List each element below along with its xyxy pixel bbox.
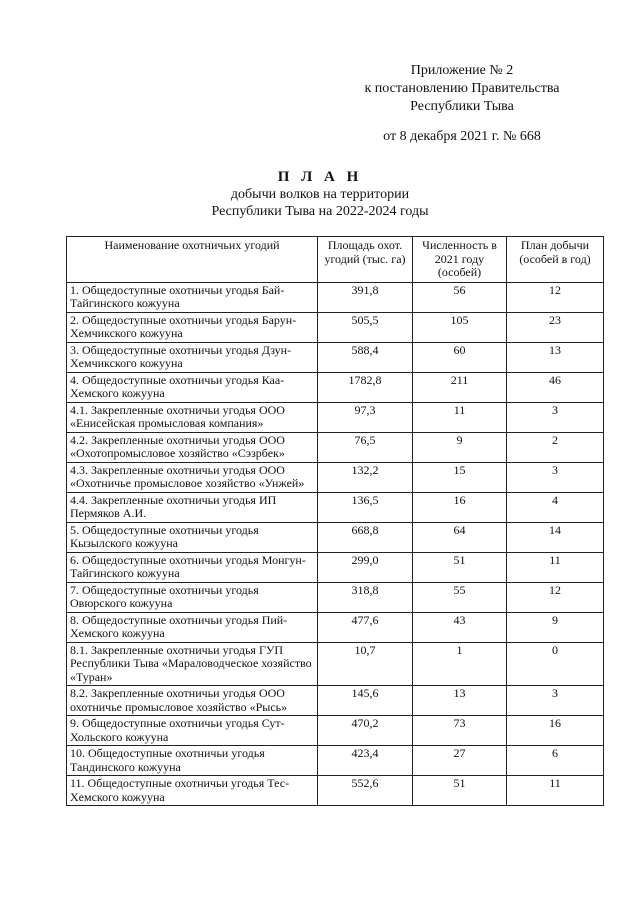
appendix-date: от 8 декабря 2021 г. № 668 — [383, 129, 541, 144]
row-name-cell: 4.1. Закрепленные охотничьи угодья ООО «Енисейская промысловая компания» — [67, 402, 318, 432]
row-plan-cell: 13 — [507, 342, 604, 372]
row-count-cell: 43 — [413, 612, 507, 642]
row-area-cell: 470,2 — [318, 716, 413, 746]
row-area-cell: 668,8 — [318, 522, 413, 552]
row-name-cell: 4. Общедоступные охотничьи угодья Каа-Хемского кожууна — [67, 372, 318, 402]
row-name-cell: 3. Общедоступные охотничьи угодья Дзун-Хемчикского кожууна — [67, 342, 318, 372]
row-area-cell: 505,5 — [318, 312, 413, 342]
row-count-cell: 211 — [413, 372, 507, 402]
row-area-cell: 318,8 — [318, 582, 413, 612]
row-plan-cell: 6 — [507, 746, 604, 776]
row-name-cell: 8.2. Закрепленные охотничьи угодья ООО охотничье промысловое хозяйство «Рысь» — [67, 686, 318, 716]
table-row — [67, 402, 604, 432]
row-plan-cell: 3 — [507, 462, 604, 492]
table-row — [67, 492, 604, 522]
row-area-cell: 145,6 — [318, 686, 413, 716]
table-row — [67, 746, 604, 776]
row-name-cell: 1. Общедоступные охотничьи угодья Бай-Тайгинского кожууна — [67, 282, 318, 312]
row-count-cell: 64 — [413, 522, 507, 552]
table-header-row — [67, 237, 604, 283]
row-plan-cell: 9 — [507, 612, 604, 642]
table-row — [67, 432, 604, 462]
row-name-cell: 2. Общедоступные охотничьи угодья Барун-Хемчикского кожууна — [67, 312, 318, 342]
table-row — [67, 582, 604, 612]
table-row — [67, 462, 604, 492]
appendix-title: Приложение № 2 — [410, 63, 514, 78]
row-area-cell: 10,7 — [318, 642, 413, 686]
row-plan-cell: 4 — [507, 492, 604, 522]
row-plan-cell: 23 — [507, 312, 604, 342]
row-plan-cell: 16 — [507, 716, 604, 746]
row-name-cell: 10. Общедоступные охотничьи угодья Тандинского кожууна — [67, 746, 318, 776]
appendix-ref-line: к постановлению Правительства — [364, 81, 560, 96]
row-area-cell: 97,3 — [318, 402, 413, 432]
row-plan-cell: 11 — [507, 776, 604, 806]
table-row — [67, 642, 604, 686]
title-line-1: добычи волков на территории — [230, 187, 410, 202]
row-name-cell: 4.2. Закрепленные охотничьи угодья ООО «Охотопромысловое хозяйство «Сэзрбек» — [67, 432, 318, 462]
row-plan-cell: 2 — [507, 432, 604, 462]
row-count-cell: 1 — [413, 642, 507, 686]
row-plan-cell: 14 — [507, 522, 604, 552]
row-area-cell: 1782,8 — [318, 372, 413, 402]
row-area-cell: 299,0 — [318, 552, 413, 582]
row-plan-cell: 12 — [507, 582, 604, 612]
row-area-cell: 477,6 — [318, 612, 413, 642]
title-heading: П Л А Н — [277, 169, 363, 185]
table-row — [67, 282, 604, 312]
table-row — [67, 342, 604, 372]
table-row — [67, 312, 604, 342]
row-area-cell: 132,2 — [318, 462, 413, 492]
row-count-cell: 16 — [413, 492, 507, 522]
row-area-cell: 76,5 — [318, 432, 413, 462]
header-name: Наименование охотничьих угодий — [67, 237, 318, 283]
table-row — [67, 522, 604, 552]
row-name-cell: 8.1. Закрепленные охотничьи угодья ГУП Республики Тыва «Мараловодческое хозяйство «Туран» — [67, 642, 318, 686]
row-name-cell: 6. Общедоступные охотничьи угодья Монгун-Тайгинского кожууна — [67, 552, 318, 582]
table-row — [67, 372, 604, 402]
row-name-cell: 11. Общедоступные охотничьи угодья Тес-Хемского кожууна — [67, 776, 318, 806]
row-name-cell: 7. Общедоступные охотничьи угодья Овюрского кожууна — [67, 582, 318, 612]
plan-table — [66, 236, 604, 806]
row-area-cell: 588,4 — [318, 342, 413, 372]
table-row — [67, 552, 604, 582]
row-count-cell: 60 — [413, 342, 507, 372]
header-plan: План добычи (особей в год) — [507, 237, 604, 283]
document-title — [0, 168, 640, 220]
row-name-cell: 5. Общедоступные охотничьи угодья Кызылского кожууна — [67, 522, 318, 552]
row-area-cell: 391,8 — [318, 282, 413, 312]
title-line-2: Республики Тыва на 2022-2024 годы — [211, 204, 429, 219]
appendix-ref-line-2: Республики Тыва — [410, 99, 514, 114]
row-count-cell: 73 — [413, 716, 507, 746]
row-count-cell: 51 — [413, 776, 507, 806]
row-count-cell: 9 — [413, 432, 507, 462]
row-count-cell: 11 — [413, 402, 507, 432]
row-count-cell: 55 — [413, 582, 507, 612]
row-count-cell: 15 — [413, 462, 507, 492]
row-plan-cell: 3 — [507, 402, 604, 432]
table-row — [67, 776, 604, 806]
row-plan-cell: 12 — [507, 282, 604, 312]
row-area-cell: 552,6 — [318, 776, 413, 806]
row-count-cell: 56 — [413, 282, 507, 312]
row-plan-cell: 3 — [507, 686, 604, 716]
header-area: Площадь охот. угодий (тыс. га) — [318, 237, 413, 283]
row-count-cell: 13 — [413, 686, 507, 716]
row-plan-cell: 0 — [507, 642, 604, 686]
row-area-cell: 136,5 — [318, 492, 413, 522]
table-row — [67, 612, 604, 642]
row-name-cell: 8. Общедоступные охотничьи угодья Пий-Хемского кожууна — [67, 612, 318, 642]
row-plan-cell: 46 — [507, 372, 604, 402]
row-count-cell: 51 — [413, 552, 507, 582]
header-count: Численность в 2021 году (особей) — [413, 237, 507, 283]
row-plan-cell: 11 — [507, 552, 604, 582]
table-row — [67, 686, 604, 716]
row-name-cell: 4.3. Закрепленные охотничьи угодья ООО «Охотничье промысловое хозяйство «Унжей» — [67, 462, 318, 492]
row-name-cell: 4.4. Закрепленные охотничьи угодья ИП Пермяков А.И. — [67, 492, 318, 522]
appendix-block — [332, 62, 592, 146]
table-body — [67, 282, 604, 806]
row-area-cell: 423,4 — [318, 746, 413, 776]
row-name-cell: 9. Общедоступные охотничьи угодья Сут-Хольского кожууна — [67, 716, 318, 746]
row-count-cell: 105 — [413, 312, 507, 342]
row-count-cell: 27 — [413, 746, 507, 776]
table-row — [67, 716, 604, 746]
